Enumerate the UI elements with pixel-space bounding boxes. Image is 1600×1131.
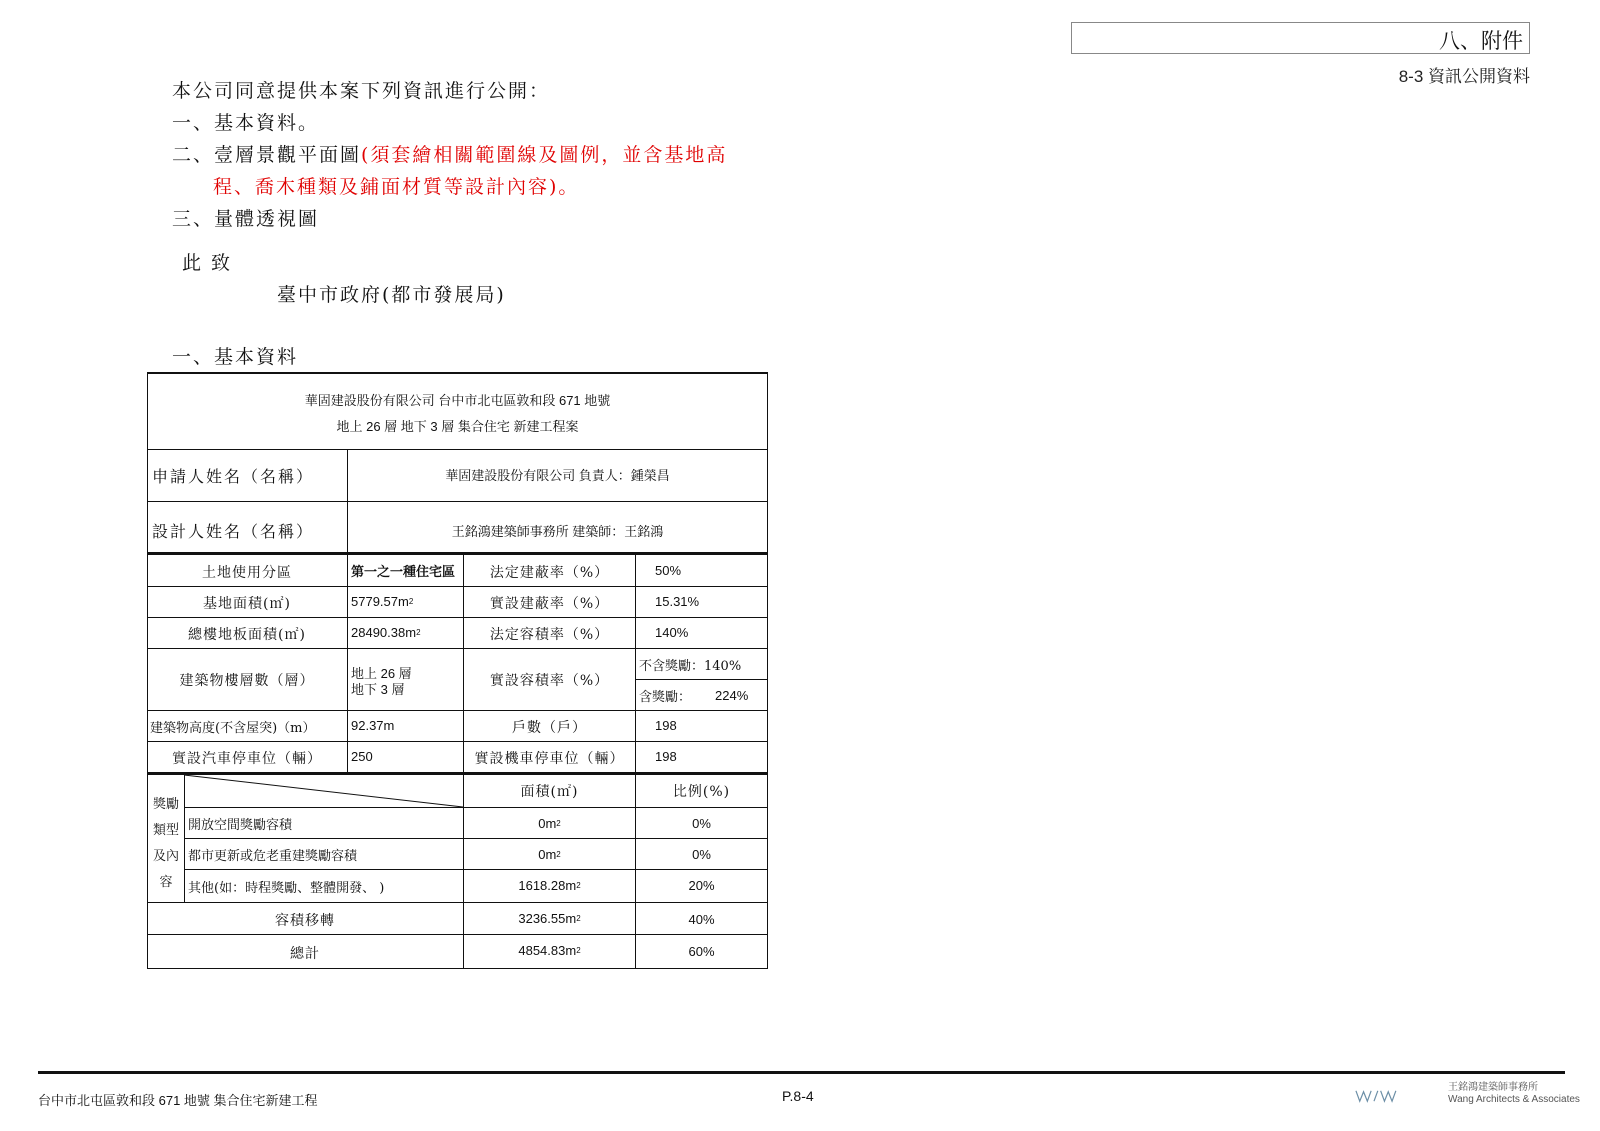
total-label: 總計	[290, 946, 320, 962]
floors-below: 地下 3 層	[351, 681, 405, 697]
project-line-2: 地上 26 層 地下 3 層 集合住宅 新建工程案	[336, 418, 579, 434]
bonus-row-3-label: 其他(如：時程獎勵、整體開發、 )	[188, 880, 385, 896]
sup: 2	[576, 880, 581, 890]
sup: 2	[408, 597, 414, 606]
diagonal-line	[184, 775, 464, 808]
item-2-note: (須套繪相關範圍線及圖例，並含基地高	[361, 144, 728, 166]
applicant-value: 華固建設股份有限公司 負責人：鍾榮昌	[445, 468, 670, 483]
chapter-box	[1071, 22, 1530, 54]
transfer-label: 容積移轉	[275, 913, 335, 929]
units-value: 198	[655, 718, 677, 733]
item-3: 三、量體透視圖	[172, 208, 320, 230]
page-number: P.8-4	[782, 1088, 814, 1104]
moto-parking-label: 實設機車停車位（輛）	[474, 750, 625, 767]
sup: 2	[556, 849, 561, 859]
bonus-row-3-ratio: 20%	[688, 877, 715, 893]
floors-label: 建築物樓層數（層）	[179, 672, 315, 689]
actual-coverage-label: 實設建蔽率（%）	[489, 596, 610, 612]
chapter-title: 八、附件	[1439, 30, 1523, 53]
bonus-row-2-label: 都市更新或危老重建獎勵容積	[188, 848, 358, 864]
bonus-label-3: 及內	[152, 848, 179, 864]
floors-above: 地上 26 層	[351, 665, 412, 681]
area-value: 4854.83m	[518, 943, 577, 958]
moto-parking-value: 198	[655, 749, 677, 764]
units-label: 戶數（戶）	[512, 719, 587, 736]
actual-far-label: 實設容積率（%）	[489, 672, 610, 689]
area-value: 1618.28m	[518, 877, 577, 893]
site-area-label: 基地面積(㎡)	[203, 596, 291, 612]
ratio-header: 比例(%)	[672, 784, 731, 800]
item-2-note-cont: 程、喬木種類及鋪面材質等設計內容)。	[213, 176, 580, 198]
project-line-1: 華固建設股份有限公司 台中市北屯區敦和段 671 地號	[304, 392, 611, 408]
firm-logo-icon	[1355, 1082, 1450, 1110]
bonus-row-1-label: 開放空間獎勵容積	[188, 817, 293, 833]
area-value: 0m	[538, 846, 557, 862]
transfer-ratio: 40%	[688, 911, 715, 927]
sup: 2	[576, 946, 581, 955]
legal-coverage-label: 法定建蔽率（%）	[489, 565, 610, 581]
designer-label: 設計人姓名（名稱）	[152, 522, 315, 541]
area-value: 0m	[538, 815, 557, 831]
area-value: 3236.55m	[518, 911, 577, 926]
item-2	[172, 140, 727, 167]
firm-name-cn: 王銘鴻建築師事務所	[1448, 1082, 1538, 1093]
bonus-row-1-ratio: 0%	[692, 815, 711, 831]
applicant-label: 申請人姓名（名稱）	[152, 467, 315, 486]
site-area-value: 5779.57m	[351, 594, 409, 609]
legal-far-label: 法定容積率（%）	[489, 627, 610, 643]
bonus-row-2-ratio: 0%	[692, 846, 711, 862]
far-no-bonus: 不含獎勵：140%	[639, 658, 742, 674]
sup: 2	[556, 818, 561, 828]
firm-name	[1448, 1082, 1580, 1106]
footer-project: 台中市北屯區敦和段 671 地號 集合住宅新建工程	[38, 1093, 318, 1108]
bonus-row-2-area	[464, 839, 635, 869]
legal-far-value: 140%	[655, 625, 689, 640]
height-value: 92.37m	[351, 718, 395, 733]
recipient: 臺中市政府(都市發展局)	[277, 284, 506, 306]
bonus-label-2: 類型	[152, 822, 179, 838]
far-with-bonus-label: 含獎勵：	[639, 689, 692, 705]
legal-coverage-value: 50%	[655, 563, 682, 578]
car-parking-label: 實設汽車停車位（輛）	[172, 750, 322, 767]
area-header: 面積(㎡)	[520, 784, 579, 800]
footer-rule	[38, 1071, 1565, 1074]
site-area-cell	[348, 586, 463, 617]
sup: 2	[576, 914, 581, 923]
floor-area-label: 總樓地板面積(㎡)	[188, 627, 306, 643]
firm-name-en: Wang Architects & Associates	[1448, 1094, 1580, 1105]
car-parking-value: 250	[351, 749, 373, 764]
total-ratio: 60%	[688, 943, 715, 959]
zoning-label: 土地使用分區	[202, 565, 292, 581]
bonus-label-1: 獎勵	[152, 796, 179, 812]
statement: 本公司同意提供本案下列資訊進行公開：	[172, 80, 551, 102]
closing: 此 致	[182, 252, 233, 274]
section-title: 8-3 資訊公開資料	[1398, 67, 1530, 86]
floor-area-value: 28490.38m	[351, 625, 417, 640]
actual-coverage-value: 15.31%	[655, 594, 700, 609]
transfer-area	[464, 903, 635, 934]
height-label: 建築物高度(不含屋突)（m）	[150, 721, 316, 736]
item-1: 一、基本資料。	[172, 112, 320, 134]
bonus-label-4: 容	[159, 874, 173, 890]
far-with-bonus-value: 224%	[715, 687, 749, 703]
zoning-value: 第一之一種住宅區	[351, 564, 456, 579]
bonus-row-3-area	[464, 870, 635, 900]
bonus-row-1-area	[464, 808, 635, 838]
item-2-prefix: 二、壹層景觀平面圖	[172, 144, 362, 166]
total-area	[464, 935, 635, 966]
basic-info-table	[147, 372, 768, 969]
sup: 2	[416, 628, 421, 637]
basic-info-title: 一、基本資料	[172, 346, 299, 368]
designer-value: 王銘鴻建築師事務所 建築師：王銘鴻	[451, 523, 664, 539]
floor-area-cell	[348, 617, 463, 648]
